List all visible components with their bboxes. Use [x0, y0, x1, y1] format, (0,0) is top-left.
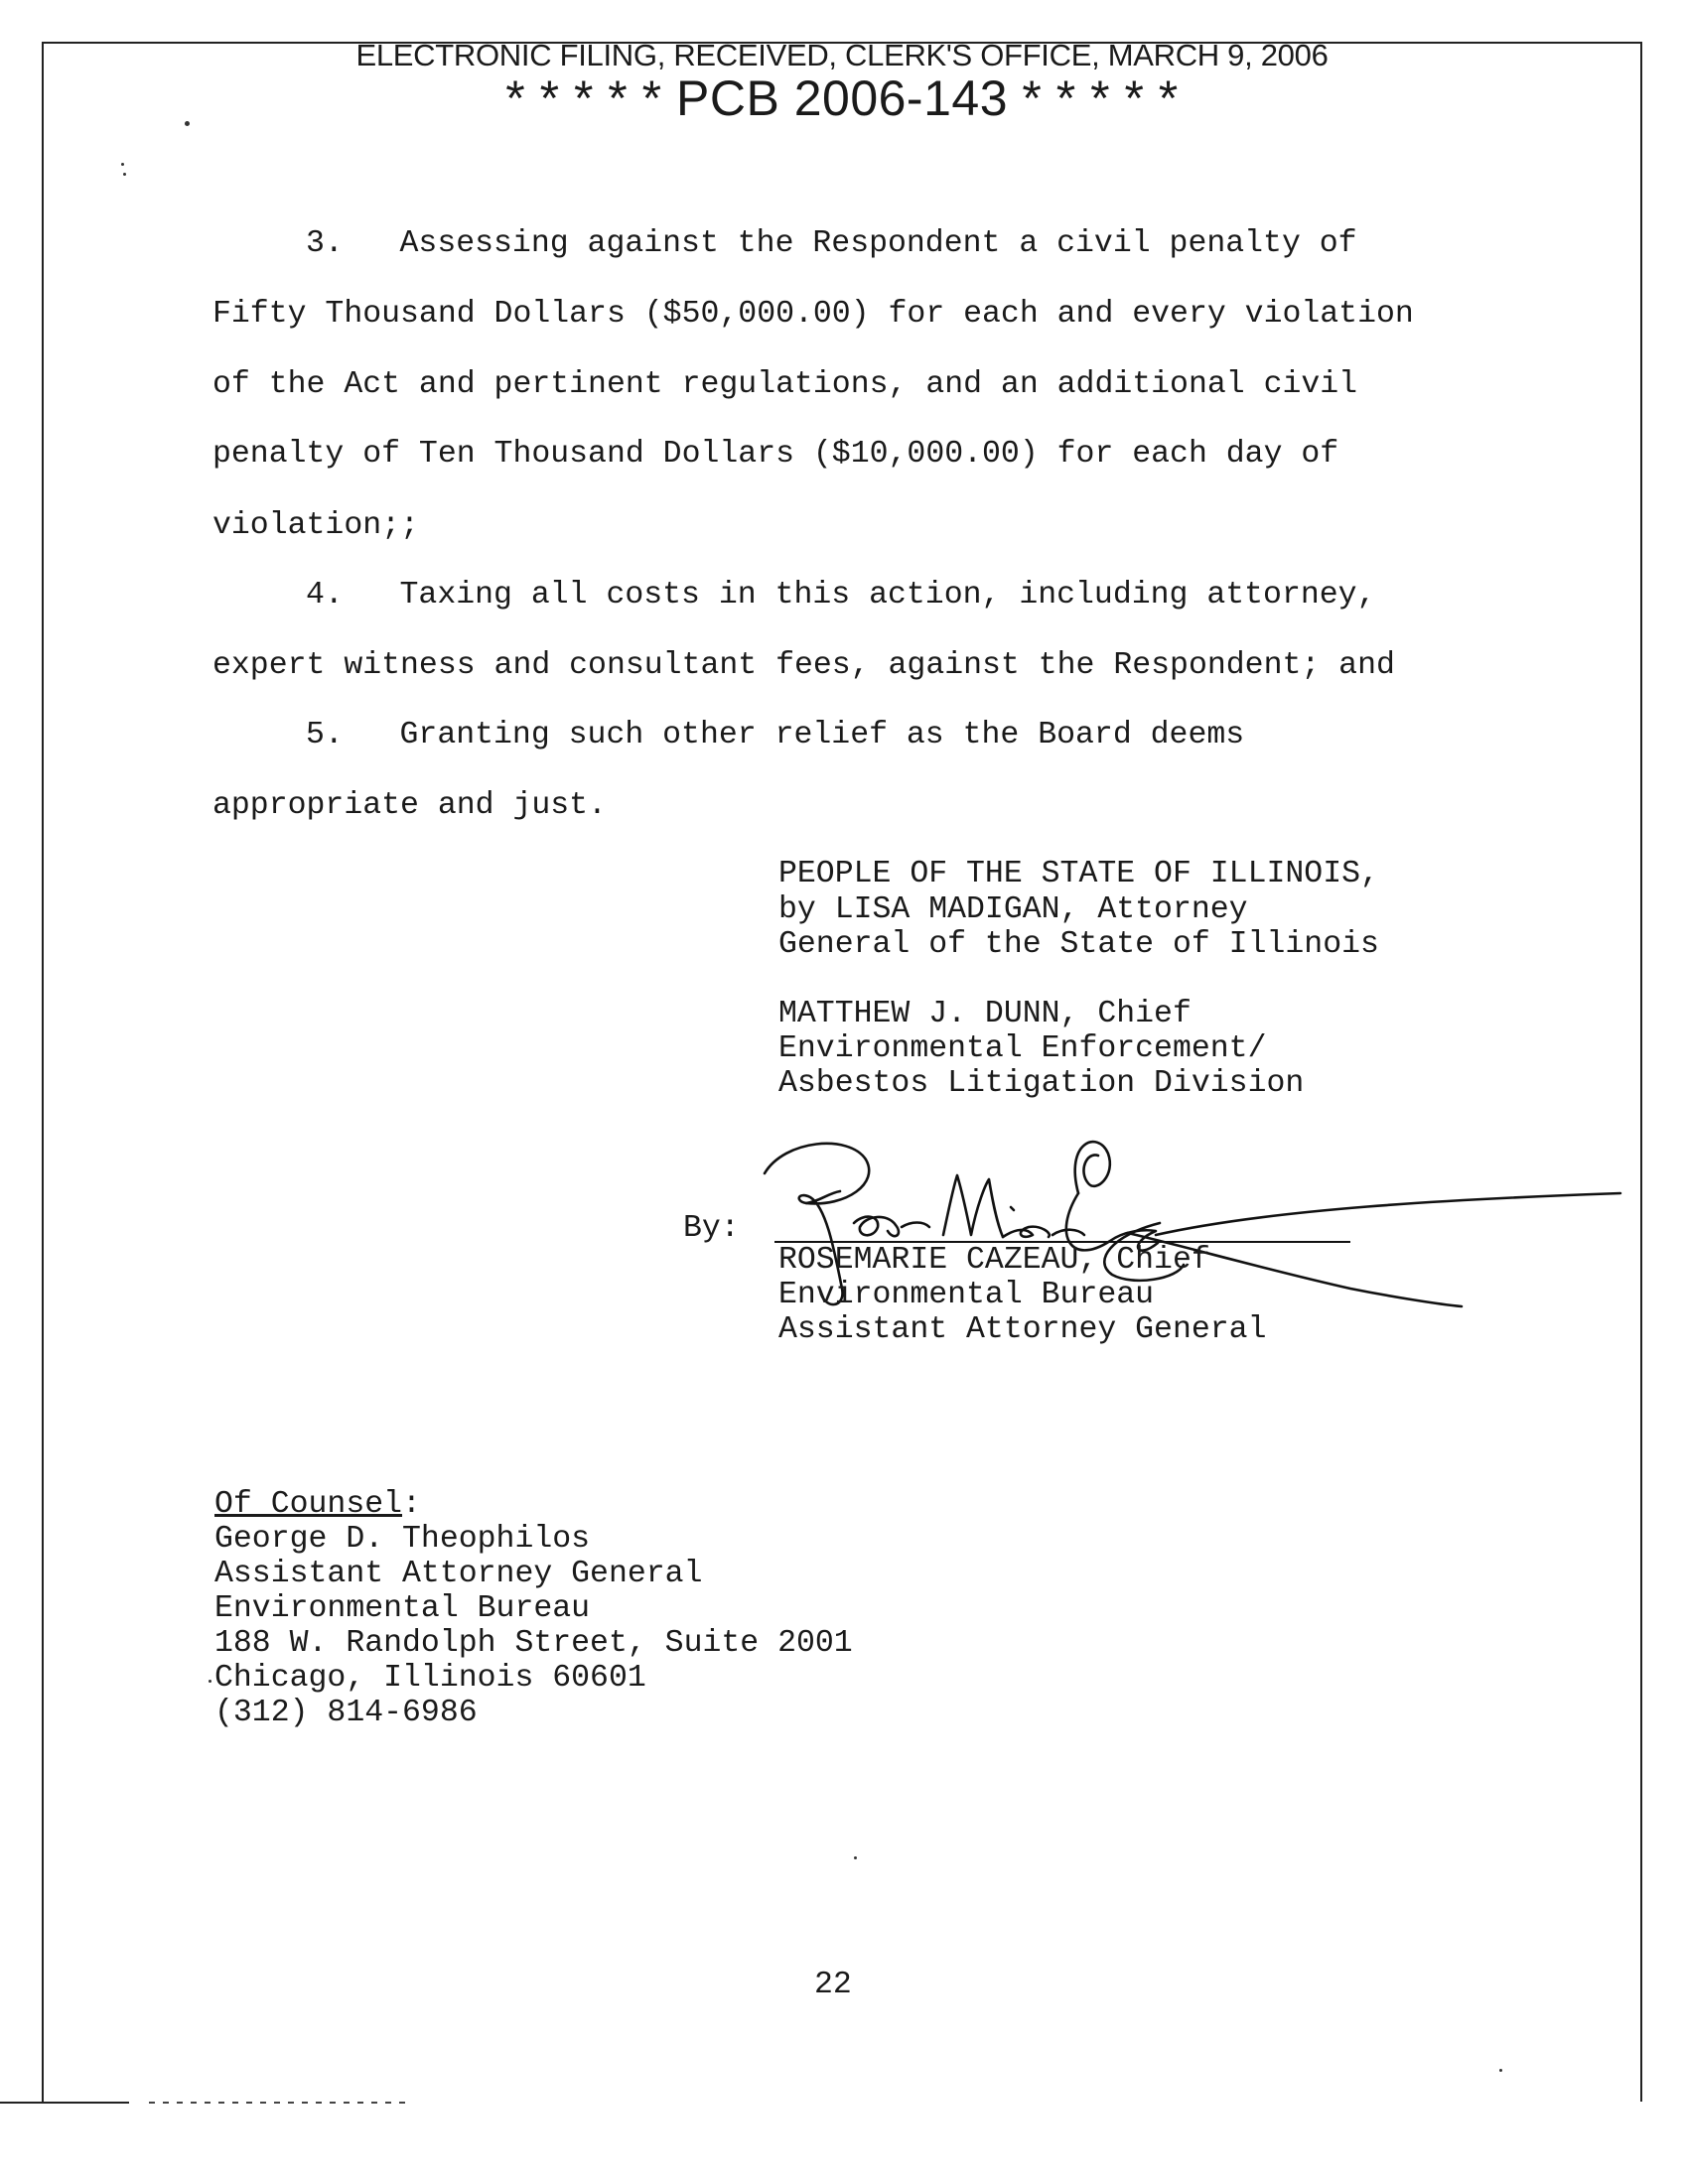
scan-speck — [123, 173, 126, 176]
body-line: of the Act and pertinent regulations, and an additional civil — [212, 367, 1358, 402]
counsel-line: Chicago, Illinois 60601 — [214, 1661, 646, 1696]
body-line: violation;; — [212, 508, 419, 543]
page-border-bottom — [0, 2102, 129, 2104]
scan-speck — [854, 1856, 857, 1859]
party-line: by LISA MADIGAN, Attorney — [778, 892, 1248, 927]
signer-line: Assistant Attorney General — [778, 1312, 1267, 1347]
signer-line: Environmental Bureau — [778, 1278, 1155, 1312]
body-line: penalty of Ten Thousand Dollars ($10,000.00) for each day of — [212, 437, 1339, 472]
of-counsel-heading-text: Of Counsel — [214, 1487, 403, 1522]
body-line: 5. Granting such other relief as the Board deems — [306, 718, 1245, 752]
scan-speck — [185, 121, 190, 126]
division-line: Asbestos Litigation Division — [778, 1066, 1305, 1101]
page-border-left — [42, 42, 44, 2102]
scan-speck — [209, 1680, 211, 1683]
counsel-line: Environmental Bureau — [214, 1591, 591, 1626]
body-line: expert witness and consultant fees, against the Respondent; and — [212, 648, 1395, 683]
signer-name: ROSEMARIE CAZEAU, Chief — [778, 1243, 1210, 1278]
counsel-line: George D. Theophilos — [214, 1522, 591, 1557]
scan-speck — [121, 163, 124, 166]
body-line: appropriate and just. — [212, 788, 607, 823]
counsel-line: (312) 814-6986 — [214, 1696, 478, 1730]
scan-speck — [1499, 2069, 1502, 2072]
page-border-bottom-dotted — [149, 2102, 407, 2104]
counsel-line: 188 W. Randolph Street, Suite 2001 — [214, 1626, 853, 1661]
case-number-stamp: * * * * * PCB 2006-143 * * * * * — [505, 70, 1179, 126]
page-border-right — [1640, 42, 1642, 2102]
page-number: 22 — [814, 1968, 852, 2002]
of-counsel-heading-colon: : — [402, 1487, 421, 1522]
by-label: By: — [683, 1211, 740, 1246]
division-line: Environmental Enforcement/ — [778, 1031, 1267, 1066]
body-line: Fifty Thousand Dollars ($50,000.00) for each and every violation — [212, 297, 1414, 332]
counsel-line: Assistant Attorney General — [214, 1557, 703, 1591]
of-counsel-heading — [214, 1487, 421, 1522]
division-line: MATTHEW J. DUNN, Chief — [778, 997, 1192, 1031]
body-line: 3. Assessing against the Respondent a civil penalty of — [306, 226, 1357, 261]
party-line: General of the State of Illinois — [778, 927, 1379, 962]
filing-stamp-header: ELECTRONIC FILING, RECEIVED, CLERK'S OFFICE, MARCH 9, 2006 — [355, 38, 1329, 72]
party-line: PEOPLE OF THE STATE OF ILLINOIS, — [778, 857, 1379, 891]
body-line: 4. Taxing all costs in this action, including attorney, — [306, 578, 1376, 613]
